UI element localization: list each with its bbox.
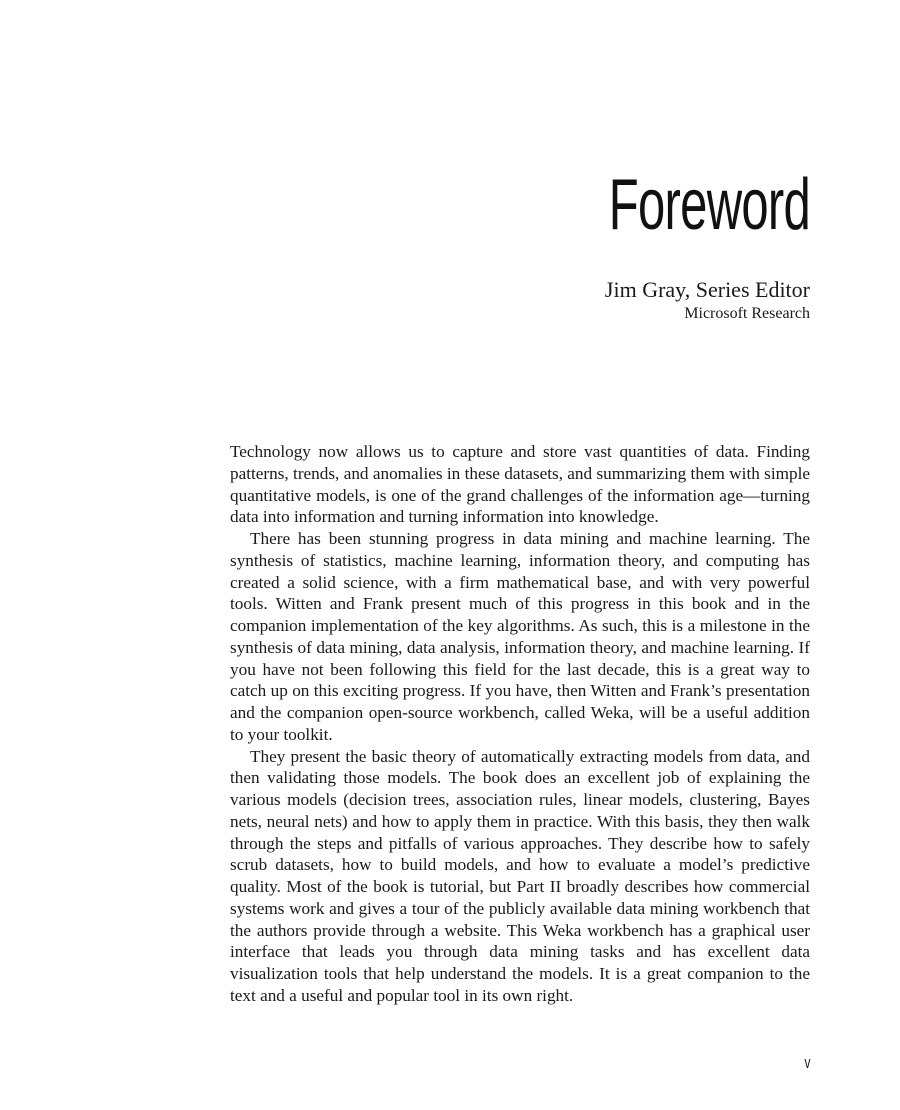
author-name: Jim Gray, Series Editor <box>604 277 810 302</box>
page-number: v <box>804 1053 810 1072</box>
foreword-body <box>230 441 810 1007</box>
paragraph-3: They present the basic theory of automatically extracting models from data, and then validating those models. The book does an excellent job of explaining the various models (decision trees, association rules, linear models, clustering, Bayes nets, neural nets) and how to apply them in practice. With this basis, they then walk through the steps and pitfalls of various approaches. They describe how to safely scrub datasets, how to build models, and how to evaluate a model’s predictive quality. Most of the book is tutorial, but Part II broadly describes how commercial systems work and gives a tour of the publicly available data mining workbench that the authors provide through a website. This Weka workbench has a graphical user interface that leads you through data mining tasks and has excellent data visualization tools that help understand the models. It is a great companion to the text and a useful and popular tool in its own right. <box>230 746 810 1005</box>
author-affiliation: Microsoft Research <box>684 305 810 322</box>
paragraph-2: There has been stunning progress in data mining and machine learning. The synthesis of statistics, machine learning, information theory, and computing has created a solid science, with a firm mathematical base, and with very powerful tools. Witten and Frank present much of this progress in this book and in the companion implementation of the key algorithms. As such, this is a milestone in the synthesis of data mining, data analysis, information theory, and machine learning. If you have not been following this field for the last decade, this is a great way to catch up on this exciting progress. If you have, then Witten and Frank’s presentation and the companion open-source workbench, called Weka, will be a useful addition to your toolkit. <box>230 529 810 744</box>
chapter-title: Foreword <box>608 165 810 245</box>
author-block <box>605 276 810 324</box>
paragraph-1: Technology now allows us to capture and store vast quantities of data. Finding patterns, trends, and anomalies in these datasets, and summarizing them with simple quantitative models, is one of the grand challenges of the information age—turning data into information and turning information into knowledge. <box>230 442 810 527</box>
